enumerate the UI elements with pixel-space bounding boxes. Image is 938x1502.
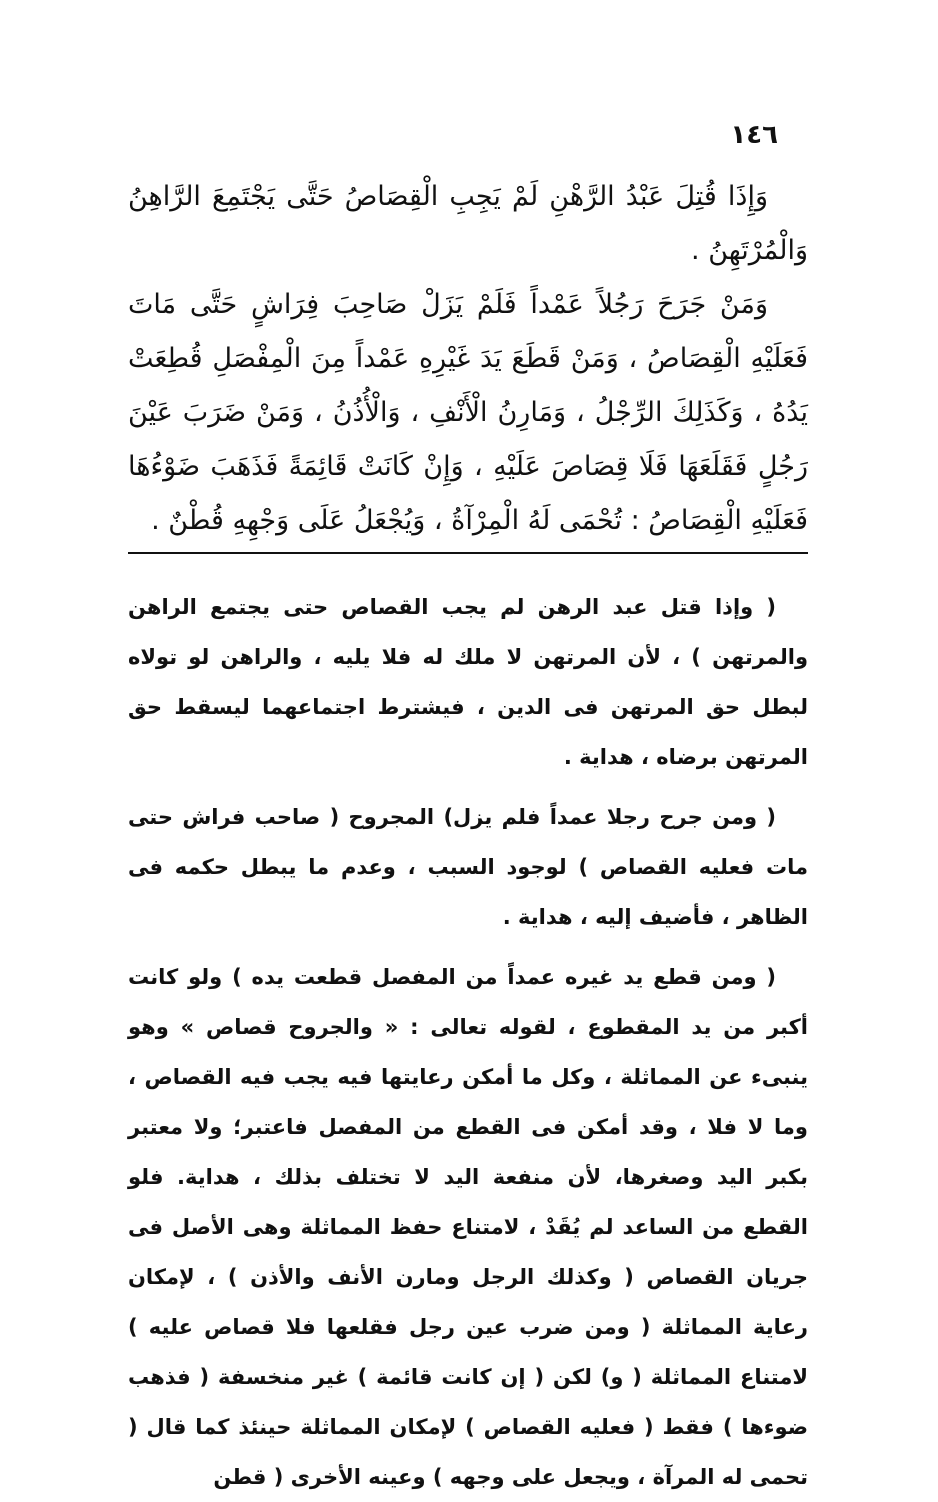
commentary-text <box>128 582 808 1502</box>
main-paragraph: وَمَنْ جَرَحَ رَجُلاً عَمْداً فَلَمْ يَزَلْ صَاحِبَ فِرَاشٍ حَتَّى مَاتَ فَعَلَيْهِ الْقِصَاصُ ، وَمَنْ قَطَعَ يَدَ غَيْرِهِ عَمْداً مِنَ الْمِفْصَلِ قُطِعَتْ يَدُهُ ، وَكَذَلِكَ الرِّجْلُ ، وَمَارِنُ الْأَنْفِ ، وَالْأُذُنُ ، وَمَنْ ضَرَبَ عَيْنَ رَجُلٍ فَقَلَعَهَا فَلَا قِصَاصَ عَلَيْهِ ، وَإِنْ كَانَتْ قَائِمَةً فَذَهَبَ ضَوْءُهَا فَعَلَيْهِ الْقِصَاصُ : تُحْمَى لَهُ الْمِرْآةُ ، وَيُجْعَلُ عَلَى وَجْهِهِ قُطْنٌ . <box>128 289 808 536</box>
main-paragraph: وَإِذَا قُتِلَ عَبْدُ الرَّهْنِ لَمْ يَجِبِ الْقِصَاصُ حَتَّى يَجْتَمِعَ الرَّاهِنُ وَالْمُرْتَهِنُ . <box>128 181 808 266</box>
page-number: ١٤٦ <box>730 120 778 150</box>
commentary-paragraph: ( وإذا قتل عبد الرهن لم يجب القصاص حتى يجتمع الراهن والمرتهن ) ، لأن المرتهن لا ملك له فلا يليه ، والراهن لو تولاه لبطل حق المرتهن فى الدين ، فيشترط اجتماعهما ليسقط حق المرتهن برضاه ، هداية . <box>128 595 808 769</box>
commentary-paragraph: ( ومن جرح رجلا عمداً فلم يزل) المجروح ( صاحب فراش حتى مات فعليه القصاص ) لوجود السبب ، وعدم ما يبطل حكمه فى الظاهر ، فأضيف إليه ، هداية . <box>128 805 808 929</box>
commentary-paragraph: ( ومن قطع يد غيره عمداً من المفصل قطعت يده ) ولو كانت أكبر من يد المقطوع ، لقوله تعالى : « والجروح قصاص » وهو ينبىء عن المماثلة ، وكل ما أمكن رعايتها فيه يجب فيه القصاص ، وما لا فلا ، وقد أمكن فى القطع من المفصل فاعتبر؛ ولا معتبر بكبر اليد وصغرها، لأن منفعة اليد لا تختلف بذلك ، هداية. فلو القطع من الساعد لم يُقَدْ ، لامتناع حفظ المماثلة وهى الأصل فى جريان القصاص ( وكذلك الرجل ومارن الأنف والأذن ) ، لإمكان رعاية المماثلة ( ومن ضرب عين رجل فقلعها فلا قصاص عليه ) لامتناع المماثلة ( و) لكن ( إن كانت قائمة ) غير منخسفة ( فذهب ضوءها ) فقط ( فعليه القصاص ) لإمكان المماثلة حينئذ كما قال ( تحمى له المرآة ، ويجعل على وجهه ) وعينه الأخرى ( قطن <box>128 965 808 1489</box>
main-text <box>128 170 808 548</box>
separator-line <box>128 552 808 554</box>
